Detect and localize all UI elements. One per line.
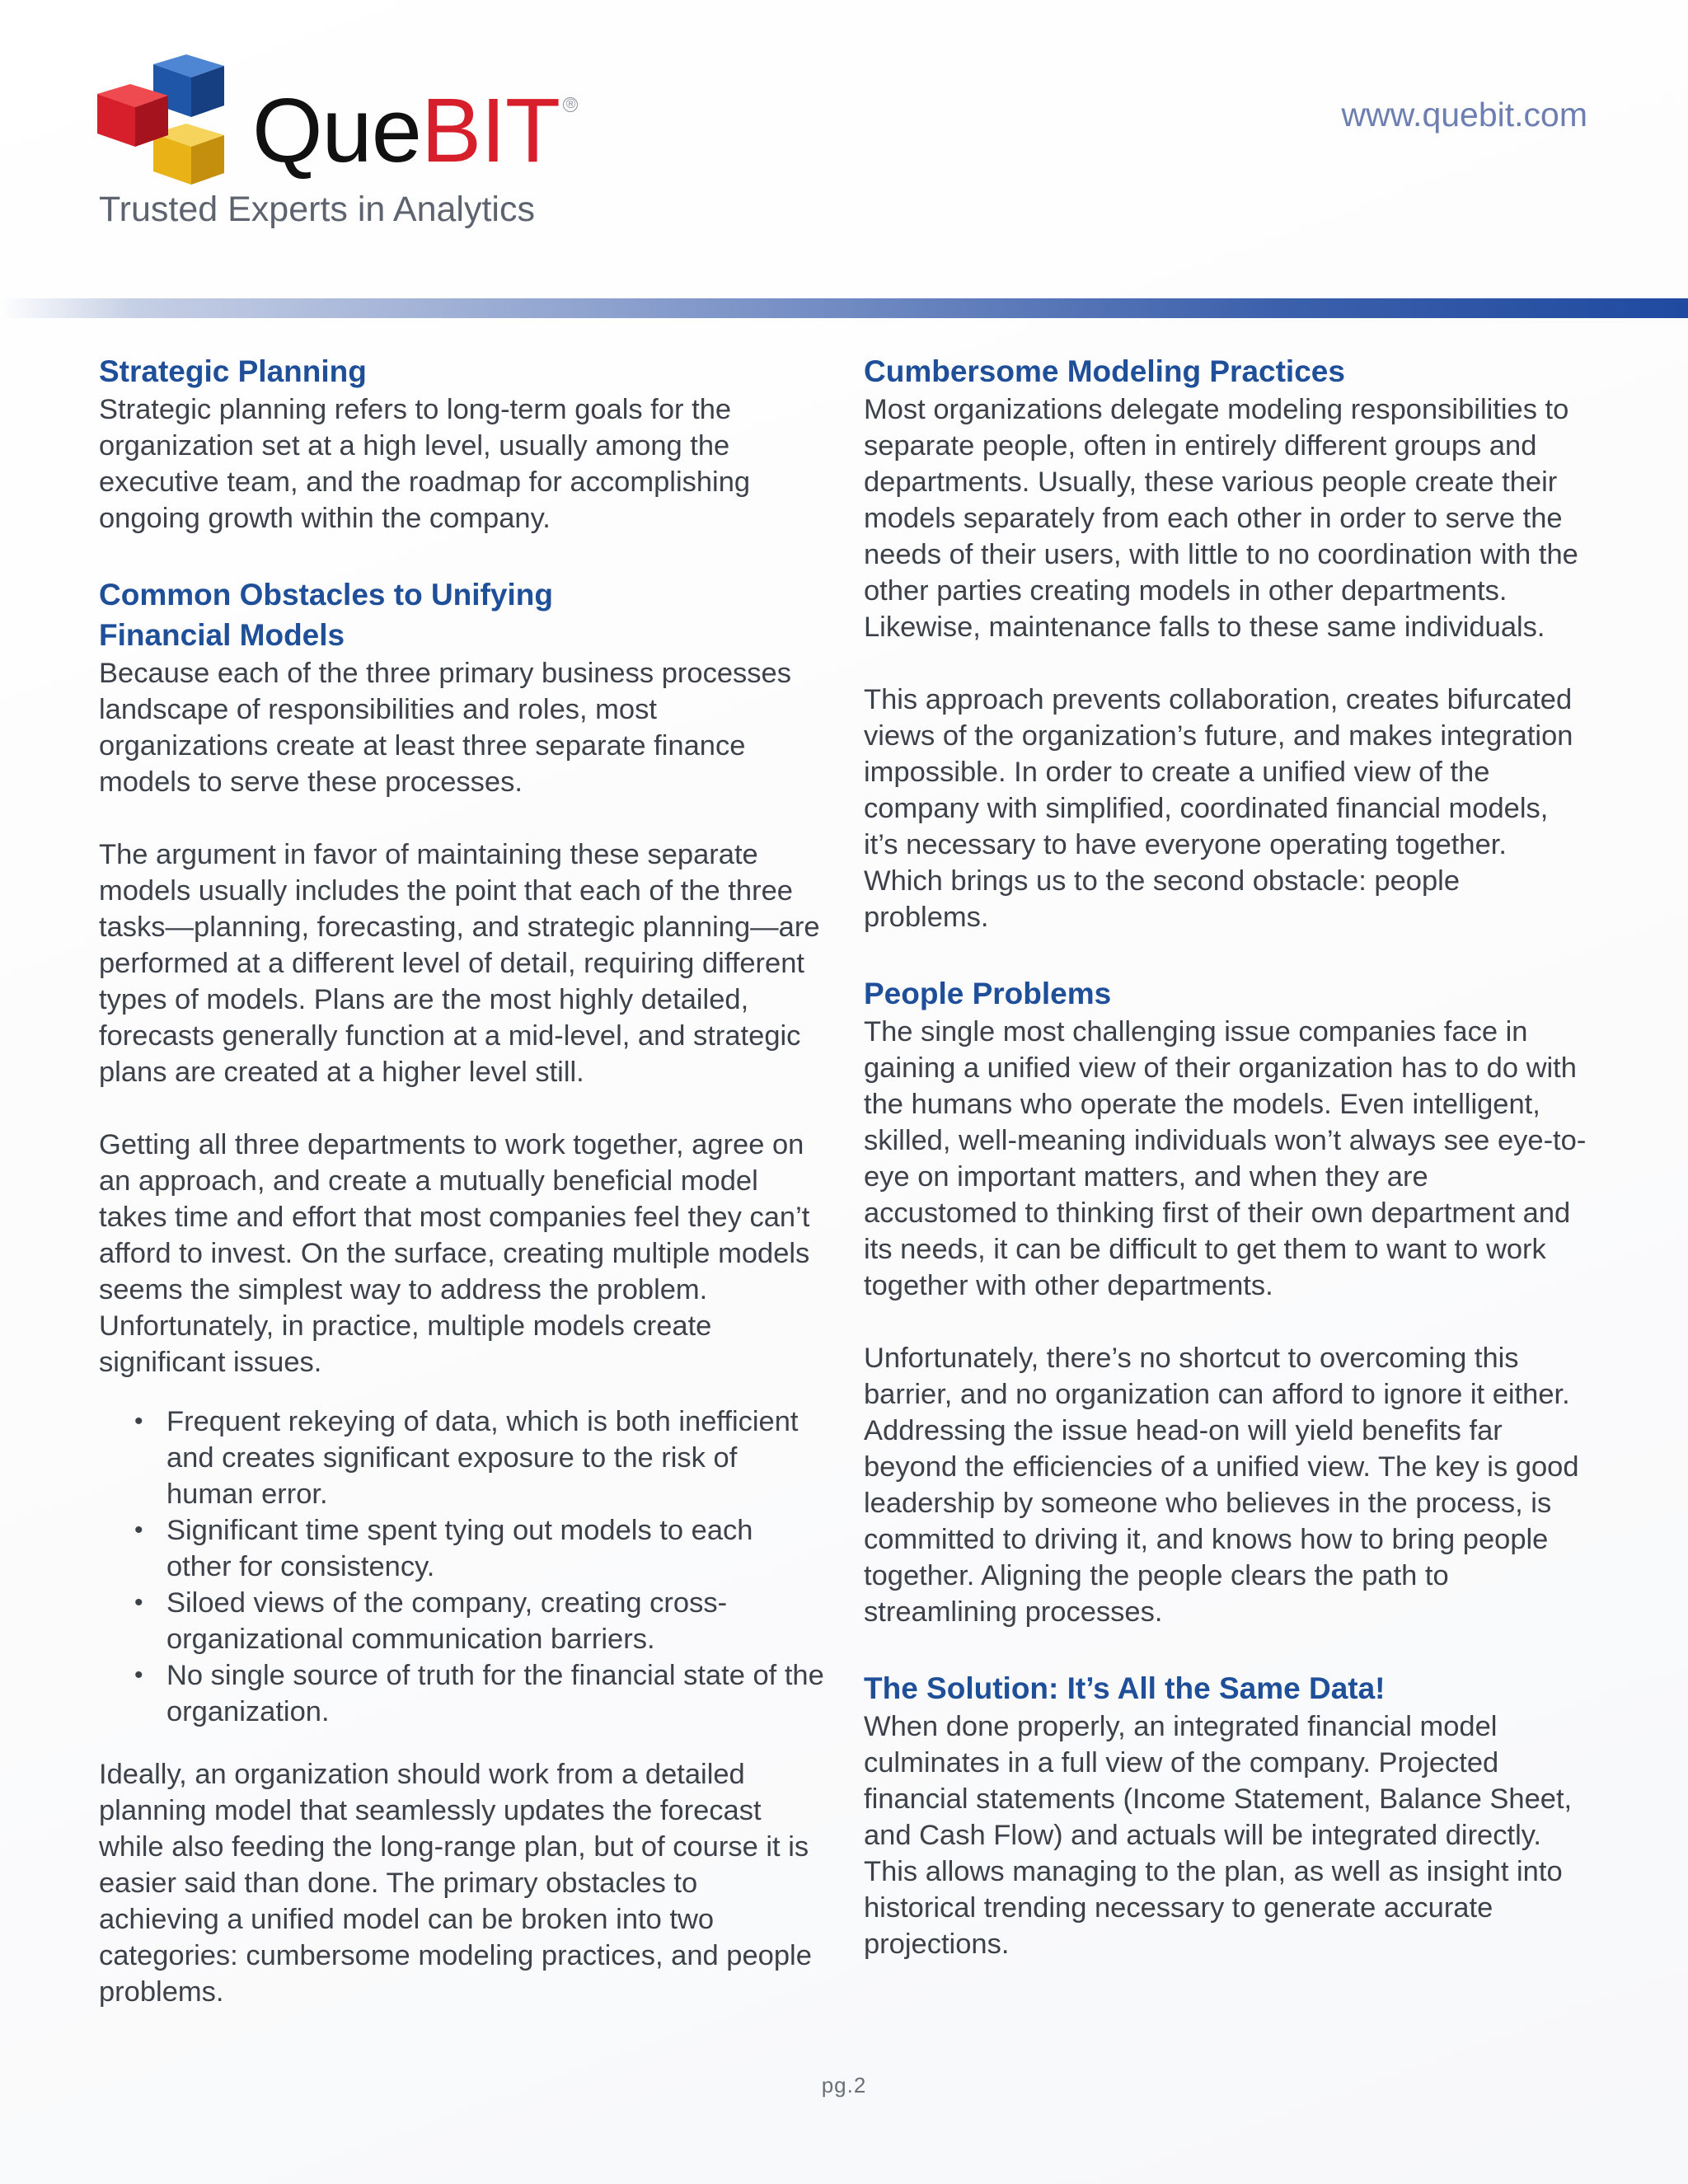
strategic-planning-body: Strategic planning refers to long-term goals for the organization set at a high level, usually among the executive team, and the roadmap for accomplishing ongoing growth within the company.: [99, 394, 751, 534]
common-obstacles-para-4: Ideally, an organization should work from a detailed planning model that seamlessly updates the forecast while also feeding the long-range plan, but of course it is easier said than done. The primary obstacles to achieving a unified model can be broken into two categories: cumbersome modeling practices, and people problems.: [99, 1759, 812, 2008]
solution-para-1: When done properly, an integrated financial model culminates in a full view of the company. Projected financial statements (Income Statement, Balance Sheet, and Cash Flow) and actuals will be integrated directly. This allows managing to the plan, as well as insight into historical trending necessary to generate accurate projections.: [864, 1711, 1573, 1960]
cumbersome-modeling-para-2: This approach prevents collaboration, creates bifurcated views of the organization’s future, and makes integration impossible. In order to create a unified view of the company with simplified, coordinated financial models, it’s necessary to have everyone operating together. Which brings us to the second obstacle: people problems.: [864, 684, 1573, 933]
common-obstacles-para-2: The argument in favor of maintaining these separate models usually includes the point that each of the three tasks—planning, forecasting, and strategic planning—are performed at a different level of detail, requiring different types of models. Plans are the most highly detailed, forecasts generally function at a mid-level, and strategic plans are created at a higher level still.: [99, 839, 820, 1088]
heading-strategic-planning: Strategic Planning: [99, 354, 367, 388]
right-column: [864, 351, 1589, 1962]
list-item-text: Siloed views of the company, creating cross-organizational communication barriers.: [166, 1587, 728, 1655]
header-divider: [0, 298, 1688, 318]
heading-solution: The Solution: It’s All the Same Data!: [864, 1671, 1386, 1705]
page-number: pg.2: [821, 2073, 867, 2097]
cumbersome-modeling-para-1: Most organizations delegate modeling responsibilities to separate people, often in entirely different groups and departments. Usually, these various people create their models separately from each other in order to serve the needs of their users, with little to no coordination with the other parties creating models in other departments. Likewise, maintenance falls to these same individuals.: [864, 394, 1578, 643]
list-item-text: Frequent rekeying of data, which is both inefficient and creates significant exposure to the risk of human error.: [166, 1406, 799, 1510]
brand-que: Que: [252, 80, 421, 181]
list-item-text: No single source of truth for the financial state of the organization.: [166, 1660, 824, 1727]
people-problems-para-1: The single most challenging issue companies face in gaining a unified view of their organization has to do with the humans who operate the models. Even intelligent, skilled, well-meaning individuals won’t always see eye-to-eye on important matters, and when they are accustomed to thinking first of their own department and its needs, it can be difficult to get them to want to work together with other departments.: [864, 1016, 1587, 1301]
brand-wordmark: [252, 80, 575, 181]
bullet-icon: •: [134, 1516, 143, 1544]
bullet-icon: •: [134, 1408, 143, 1435]
heading-common-obstacles: [99, 574, 824, 655]
people-problems-para-2: Unfortunately, there’s no shortcut to overcoming this barrier, and no organization can afford to ignore it either. Addressing the issue head-on will yield benefits far beyond the efficiencies of a unified view. The key is good leadership by someone who believes in the process, is committed to driving it, and knows how to bring people together. Aligning the people clears the path to streamlining processes.: [864, 1343, 1579, 1628]
heading-common-obstacles-line1: Common Obstacles to Unifying: [99, 578, 553, 612]
red-cube-icon: [97, 84, 168, 147]
list-item: [134, 1585, 824, 1657]
issues-bullet-list: [99, 1404, 824, 1730]
list-item: [134, 1404, 824, 1512]
list-item: [134, 1512, 824, 1585]
bullet-icon: •: [134, 1661, 143, 1689]
heading-cumbersome-modeling: Cumbersome Modeling Practices: [864, 354, 1345, 388]
left-column: [99, 351, 824, 2010]
list-item-text: Significant time spent tying out models to each other for consistency.: [166, 1515, 753, 1582]
heading-common-obstacles-line2: Financial Models: [99, 618, 345, 652]
common-obstacles-para-3: Getting all three departments to work together, agree on an approach, and create a mutually beneficial model takes time and effort that most companies feel they can’t afford to invest. On the surface, creating multiple models seems the simplest way to address the problem. Unfortunately, in practice, multiple models create significant issues.: [99, 1129, 810, 1378]
tagline: Trusted Experts in Analytics: [99, 190, 535, 229]
heading-people-problems: People Problems: [864, 977, 1112, 1010]
common-obstacles-para-1: Because each of the three primary business processes landscape of responsibilities and roles, most organizations create at least three separate finance models to serve these processes.: [99, 658, 791, 798]
brand-bit: BIT: [420, 80, 560, 181]
bullet-icon: •: [134, 1589, 143, 1616]
list-item: [134, 1657, 824, 1730]
stacked-cubes-logo-icon: [94, 48, 234, 188]
registered-mark: ®: [563, 97, 578, 112]
website-link[interactable]: www.quebit.com: [1341, 96, 1587, 134]
